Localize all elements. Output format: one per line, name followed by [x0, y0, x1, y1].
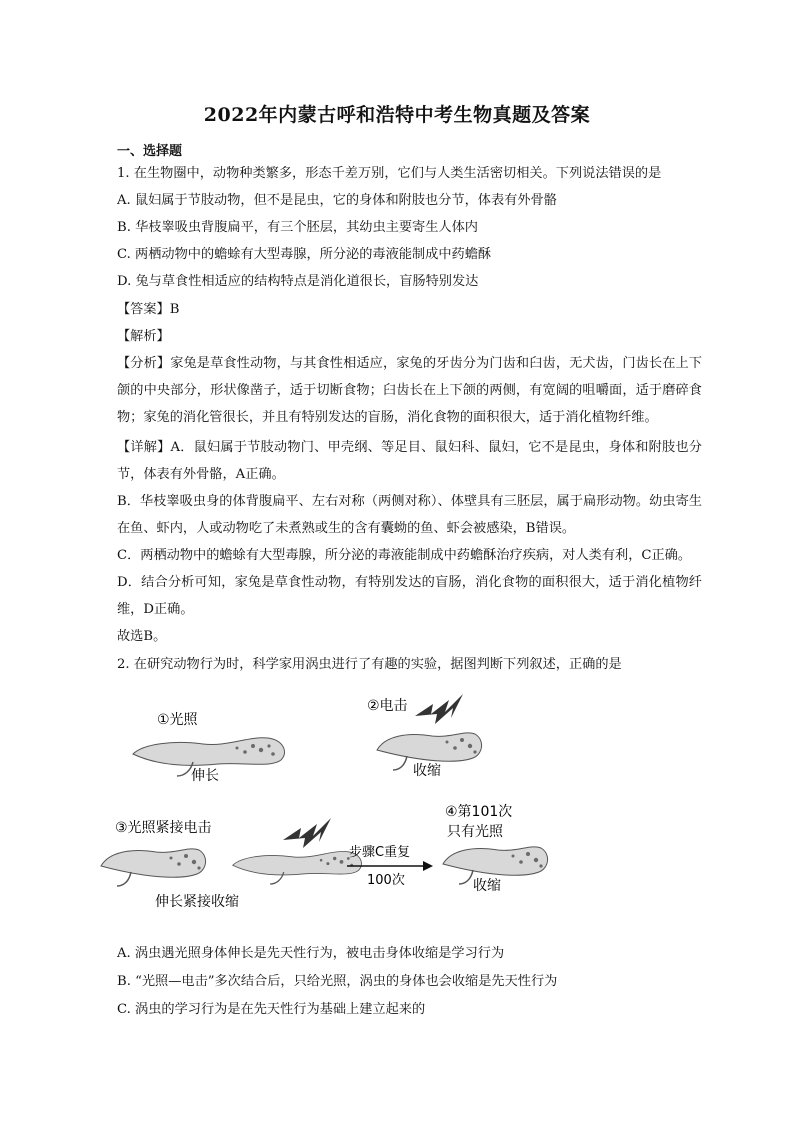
q1-option-c: C. 两栖动物中的蟾蜍有大型毒腺，所分泌的毒液能制成中药蟾酥	[117, 247, 492, 262]
q1-option-b: B. 华枝睾吸虫背腹扁平，有三个胚层，其幼虫主要寄生人体内	[117, 220, 478, 235]
panel4-title-line1: ④第101次	[445, 804, 513, 820]
planarian-experiment-figure	[95, 680, 575, 920]
planarian-extended-3b	[233, 851, 362, 884]
q2-option-b: B. “光照—电击”多次结合后，只给光照，涡虫的身体也会收缩是先天性行为	[117, 974, 558, 989]
q1-option-d: D. 兔与草食性相适应的结构特点是消化道很长，盲肠特别发达	[117, 274, 479, 289]
section-heading: 一、选择题	[117, 144, 183, 159]
panel4-title-line2: 只有光照	[447, 824, 503, 840]
q1-detail-c: C．两栖动物中的蟾蜍有大型毒腺，所分泌的毒液能制成中药蟾酥治疗疾病，对人类有利，C正确。	[117, 548, 692, 563]
planarian-contracted-3a	[101, 849, 206, 886]
q2-option-c: C. 涡虫的学习行为是在先天性行为基础上建立起来的	[117, 1002, 426, 1017]
panel2-title: ②电击	[367, 698, 408, 714]
q1-stem: 1. 在生物圈中，动物种类繁多，形态千差万别，它们与人类生活密切相关。下列说法错误的是	[117, 166, 662, 181]
panel2-caption: 收缩	[413, 763, 441, 779]
q2-option-a: A. 涡虫遇光照身体伸长是先天性行为，被电击身体收缩是学习行为	[117, 946, 505, 961]
arrow-label-top: 步骤C重复	[349, 845, 411, 860]
panel3-title: ③光照紧接电击	[115, 820, 212, 836]
panel4-caption: 收缩	[473, 878, 501, 894]
q1-option-a: A. 鼠妇属于节肢动物，但不是昆虫，它的身体和附肢也分节，体表有外骨骼	[117, 193, 557, 208]
panel3-caption: 伸长紧接收缩	[155, 894, 239, 910]
q1-conclusion: 故选B。	[117, 629, 167, 644]
lightning-icon	[415, 694, 463, 724]
arrow-label-bottom: 100次	[367, 873, 405, 888]
q1-detail-b: B．华枝睾吸虫身的体背腹扁平、左右对称（两侧对称）、体壁具有三胚层，属于扁形动物。幼虫寄生在鱼、虾内，人或动物吃了未煮熟或生的含有囊蚴的鱼、虾会被感染，B错误。	[117, 494, 702, 536]
q1-detail-a: 【详解】A．鼠妇属于节肢动物门、甲壳纲、等足目、鼠妇科、鼠妇，它不是昆虫，身体和附肢也分节，体表有外骨骼，A正确。	[117, 440, 702, 482]
q1-answer: 【答案】B	[117, 302, 180, 317]
q1-fenxi: 【分析】家兔是草食性动物，与其食性相适应，家兔的牙齿分为门齿和臼齿，无犬齿，门齿长在上下颌的中央部分，形状像凿子，适于切断食物；臼齿长在上下颌的两侧，有宽阔的咀嚼面，适于磨碎食物；家兔的消化管很长，并且有特别发达的盲肠，消化食物的面积很大，适于消化植物纤维。	[117, 356, 702, 425]
panel1-title: ①光照	[157, 712, 198, 728]
q1-analysis-label: 【解析】	[117, 329, 170, 344]
q1-detail-d: D．结合分析可知，家兔是草食性动物，有特别发达的盲肠，消化食物的面积很大，适于消化植物纤维，D正确。	[117, 575, 702, 617]
panel1-caption: 伸长	[191, 768, 219, 784]
q2-stem: 2. 在研究动物行为时，科学家用涡虫进行了有趣的实验，据图判断下列叙述，正确的是	[117, 657, 622, 672]
lightning-icon	[283, 818, 331, 848]
page-title: 2022年内蒙古呼和浩特中考生物真题及答案	[203, 104, 591, 126]
arrow-head-icon	[423, 861, 433, 871]
